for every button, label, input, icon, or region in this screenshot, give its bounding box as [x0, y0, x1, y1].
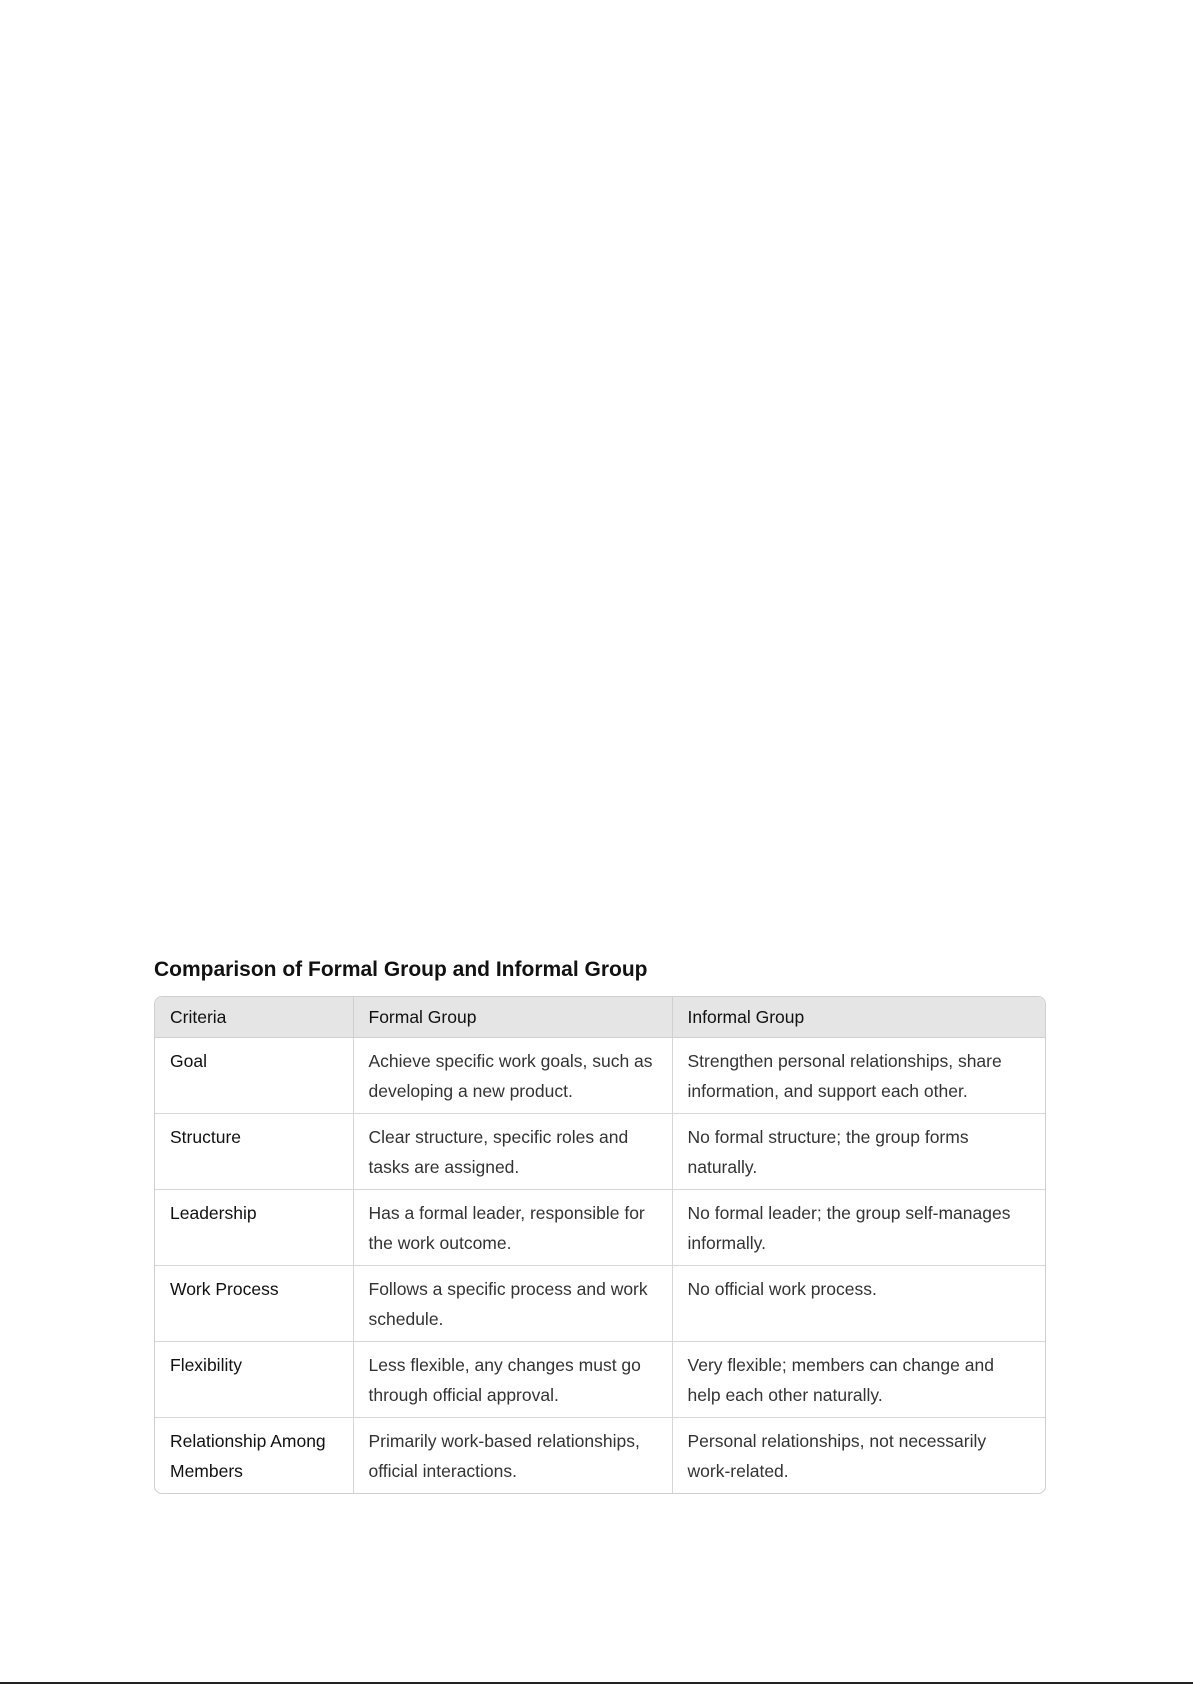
informal-cell: Strengthen personal relationships, share information, and support each other. — [672, 1038, 1045, 1114]
table-row — [155, 1418, 1045, 1494]
formal-cell: Has a formal leader, responsible for the work outcome. — [353, 1190, 672, 1266]
criteria-cell: Work Process — [155, 1266, 353, 1342]
informal-cell: Personal relationships, not necessarily work-related. — [672, 1418, 1045, 1494]
table-header-row — [155, 997, 1045, 1038]
criteria-cell: Structure — [155, 1114, 353, 1190]
section-title: Comparison of Formal Group and Informal Group — [154, 958, 648, 981]
table-row — [155, 1266, 1045, 1342]
comparison-table — [155, 997, 1045, 1493]
formal-cell: Follows a specific process and work schedule. — [353, 1266, 672, 1342]
criteria-cell: Relationship Among Members — [155, 1418, 353, 1494]
header-formal-group: Formal Group — [353, 997, 672, 1038]
formal-cell: Clear structure, specific roles and tasks are assigned. — [353, 1114, 672, 1190]
header-criteria: Criteria — [155, 997, 353, 1038]
header-informal-group: Informal Group — [672, 997, 1045, 1038]
table-row — [155, 1114, 1045, 1190]
formal-cell: Achieve specific work goals, such as developing a new product. — [353, 1038, 672, 1114]
criteria-cell: Flexibility — [155, 1342, 353, 1418]
formal-cell: Less flexible, any changes must go through official approval. — [353, 1342, 672, 1418]
informal-cell: No formal structure; the group forms naturally. — [672, 1114, 1045, 1190]
formal-cell: Primarily work-based relationships, official interactions. — [353, 1418, 672, 1494]
table-row — [155, 1342, 1045, 1418]
criteria-cell: Leadership — [155, 1190, 353, 1266]
informal-cell: No formal leader; the group self-manages informally. — [672, 1190, 1045, 1266]
criteria-cell: Goal — [170, 1051, 207, 1071]
table-row — [155, 1190, 1045, 1266]
comparison-section — [154, 956, 1046, 1494]
informal-cell: No official work process. — [672, 1266, 1045, 1342]
comparison-table-container — [154, 996, 1046, 1494]
table-row — [155, 1038, 1045, 1114]
page-bottom-rule — [0, 1682, 1193, 1684]
informal-cell: Very flexible; members can change and help each other naturally. — [672, 1342, 1045, 1418]
